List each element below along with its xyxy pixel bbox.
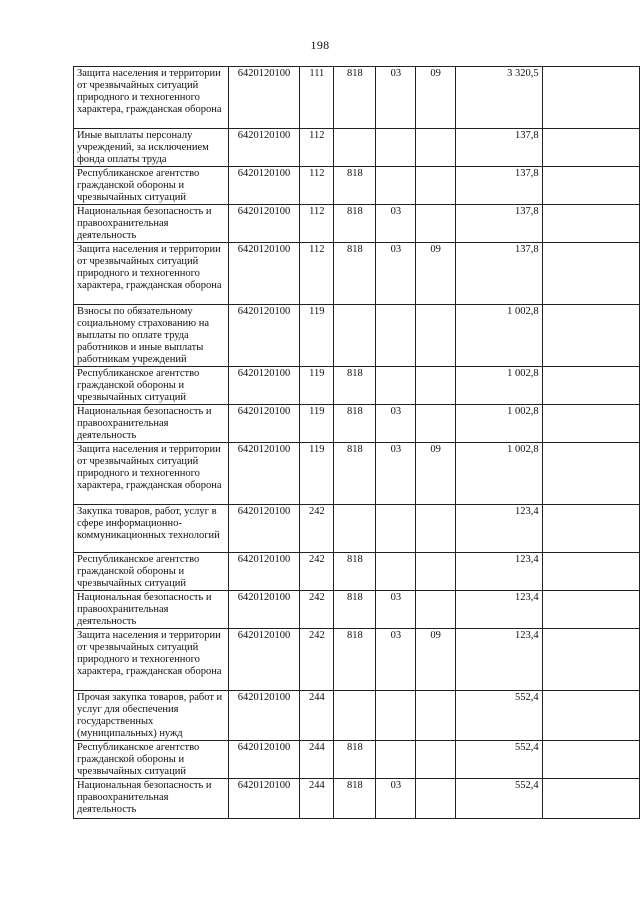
row-section: 03: [376, 67, 416, 129]
row-target-article: 6420120100: [228, 691, 300, 741]
row-expense-type: 244: [300, 741, 334, 779]
row-amount: 137,8: [456, 129, 543, 167]
row-subsection: [416, 405, 456, 443]
row-subsection: [416, 505, 456, 553]
row-expense-type: 111: [300, 67, 334, 129]
row-target-article: 6420120100: [228, 167, 300, 205]
row-target-article: 6420120100: [228, 443, 300, 505]
row-subsection: 09: [416, 67, 456, 129]
row-section: [376, 129, 416, 167]
row-name: Республиканское агентство гражданской обороны и чрезвычайных ситуаций: [74, 741, 229, 779]
row-subsection: [416, 779, 456, 819]
row-department: 818: [334, 367, 376, 405]
row-target-article: 6420120100: [228, 553, 300, 591]
row-empty-cell: [542, 243, 639, 305]
row-amount: 1 002,8: [456, 405, 543, 443]
table-row: [74, 167, 640, 205]
row-department: 818: [334, 741, 376, 779]
row-expense-type: 242: [300, 591, 334, 629]
table-row: [74, 205, 640, 243]
row-empty-cell: [542, 167, 639, 205]
row-expense-type: 112: [300, 129, 334, 167]
row-department: [334, 305, 376, 367]
page-number: 198: [310, 38, 330, 52]
row-section: 03: [376, 629, 416, 691]
row-name: Прочая закупка товаров, работ и услуг для обеспечения государственных (муниципальных) нужд: [74, 691, 229, 741]
row-department: 818: [334, 205, 376, 243]
row-department: 818: [334, 405, 376, 443]
row-amount: 1 002,8: [456, 367, 543, 405]
row-target-article: 6420120100: [228, 367, 300, 405]
row-subsection: [416, 305, 456, 367]
row-section: [376, 167, 416, 205]
row-target-article: 6420120100: [228, 741, 300, 779]
row-empty-cell: [542, 129, 639, 167]
row-expense-type: 119: [300, 405, 334, 443]
row-amount: 137,8: [456, 205, 543, 243]
row-subsection: 09: [416, 243, 456, 305]
row-expense-type: 112: [300, 205, 334, 243]
row-empty-cell: [542, 405, 639, 443]
row-subsection: [416, 553, 456, 591]
row-empty-cell: [542, 505, 639, 553]
table-row: [74, 67, 640, 129]
table-row: [74, 443, 640, 505]
row-expense-type: 119: [300, 305, 334, 367]
row-expense-type: 244: [300, 691, 334, 741]
row-subsection: [416, 205, 456, 243]
row-name: Защита населения и территории от чрезвычайных ситуаций природного и техногенного характера, гражданская оборона: [74, 629, 229, 691]
row-target-article: 6420120100: [228, 205, 300, 243]
row-section: 03: [376, 205, 416, 243]
row-section: [376, 691, 416, 741]
table-row: [74, 367, 640, 405]
table-row: [74, 129, 640, 167]
table-row: [74, 405, 640, 443]
row-target-article: 6420120100: [228, 129, 300, 167]
row-name: Национальная безопасность и правоохранительная деятельность: [74, 205, 229, 243]
row-amount: 123,4: [456, 553, 543, 591]
row-empty-cell: [542, 367, 639, 405]
row-name: Республиканское агентство гражданской обороны и чрезвычайных ситуаций: [74, 553, 229, 591]
row-empty-cell: [542, 443, 639, 505]
row-name: Республиканское агентство гражданской обороны и чрезвычайных ситуаций: [74, 367, 229, 405]
row-department: 818: [334, 553, 376, 591]
row-expense-type: 112: [300, 243, 334, 305]
row-subsection: [416, 591, 456, 629]
row-subsection: [416, 129, 456, 167]
row-target-article: 6420120100: [228, 505, 300, 553]
row-empty-cell: [542, 629, 639, 691]
row-name: Закупка товаров, работ, услуг в сфере информационно-коммуникационных технологий: [74, 505, 229, 553]
row-section: 03: [376, 779, 416, 819]
row-amount: 552,4: [456, 779, 543, 819]
row-department: 818: [334, 67, 376, 129]
table-row: [74, 553, 640, 591]
row-section: 03: [376, 243, 416, 305]
table-row: [74, 591, 640, 629]
row-expense-type: 242: [300, 505, 334, 553]
row-name: Защита населения и территории от чрезвычайных ситуаций природного и техногенного характера, гражданская оборона: [74, 243, 229, 305]
row-target-article: 6420120100: [228, 305, 300, 367]
row-name: Защита населения и территории от чрезвычайных ситуаций природного и техногенного характера, гражданская оборона: [74, 67, 229, 129]
row-expense-type: 119: [300, 367, 334, 405]
row-department: 818: [334, 443, 376, 505]
row-name: Национальная безопасность и правоохранительная деятельность: [74, 591, 229, 629]
row-empty-cell: [542, 553, 639, 591]
row-empty-cell: [542, 591, 639, 629]
row-amount: 3 320,5: [456, 67, 543, 129]
row-subsection: 09: [416, 629, 456, 691]
row-target-article: 6420120100: [228, 779, 300, 819]
row-target-article: 6420120100: [228, 591, 300, 629]
row-target-article: 6420120100: [228, 629, 300, 691]
row-empty-cell: [542, 205, 639, 243]
row-name: Национальная безопасность и правоохранительная деятельность: [74, 405, 229, 443]
row-subsection: [416, 167, 456, 205]
row-amount: 137,8: [456, 167, 543, 205]
row-empty-cell: [542, 305, 639, 367]
row-amount: 1 002,8: [456, 305, 543, 367]
row-empty-cell: [542, 691, 639, 741]
row-department: 818: [334, 243, 376, 305]
row-section: [376, 553, 416, 591]
table-row: [74, 305, 640, 367]
row-expense-type: 242: [300, 553, 334, 591]
row-empty-cell: [542, 741, 639, 779]
row-department: 818: [334, 591, 376, 629]
row-department: 818: [334, 167, 376, 205]
row-section: [376, 305, 416, 367]
row-amount: 137,8: [456, 243, 543, 305]
row-name: Иные выплаты персоналу учреждений, за исключением фонда оплаты труда: [74, 129, 229, 167]
row-expense-type: 112: [300, 167, 334, 205]
row-empty-cell: [542, 67, 639, 129]
row-amount: 552,4: [456, 741, 543, 779]
row-section: 03: [376, 591, 416, 629]
row-target-article: 6420120100: [228, 243, 300, 305]
table-row: [74, 691, 640, 741]
row-target-article: 6420120100: [228, 67, 300, 129]
row-amount: 123,4: [456, 629, 543, 691]
row-section: [376, 741, 416, 779]
row-expense-type: 119: [300, 443, 334, 505]
row-department: 818: [334, 779, 376, 819]
row-amount: 123,4: [456, 505, 543, 553]
row-subsection: [416, 691, 456, 741]
row-empty-cell: [542, 779, 639, 819]
row-section: [376, 367, 416, 405]
row-name: Республиканское агентство гражданской обороны и чрезвычайных ситуаций: [74, 167, 229, 205]
row-target-article: 6420120100: [228, 405, 300, 443]
table-row: [74, 243, 640, 305]
budget-table: [73, 66, 640, 819]
row-section: [376, 505, 416, 553]
row-name: Защита населения и территории от чрезвычайных ситуаций природного и техногенного характера, гражданская оборона: [74, 443, 229, 505]
row-subsection: 09: [416, 443, 456, 505]
row-name: Взносы по обязательному социальному страхованию на выплаты по оплате труда работников и иные выплаты работникам учреждений: [74, 305, 229, 367]
row-department: [334, 505, 376, 553]
row-amount: 123,4: [456, 591, 543, 629]
row-department: [334, 691, 376, 741]
row-expense-type: 242: [300, 629, 334, 691]
row-amount: 552,4: [456, 691, 543, 741]
row-expense-type: 244: [300, 779, 334, 819]
row-department: 818: [334, 629, 376, 691]
table-row: [74, 505, 640, 553]
table-row: [74, 629, 640, 691]
row-subsection: [416, 367, 456, 405]
table-row: [74, 779, 640, 819]
table-body: [74, 67, 640, 819]
row-subsection: [416, 741, 456, 779]
row-name: Национальная безопасность и правоохранительная деятельность: [74, 779, 229, 819]
table-row: [74, 741, 640, 779]
row-section: 03: [376, 443, 416, 505]
row-section: 03: [376, 405, 416, 443]
row-department: [334, 129, 376, 167]
row-amount: 1 002,8: [456, 443, 543, 505]
